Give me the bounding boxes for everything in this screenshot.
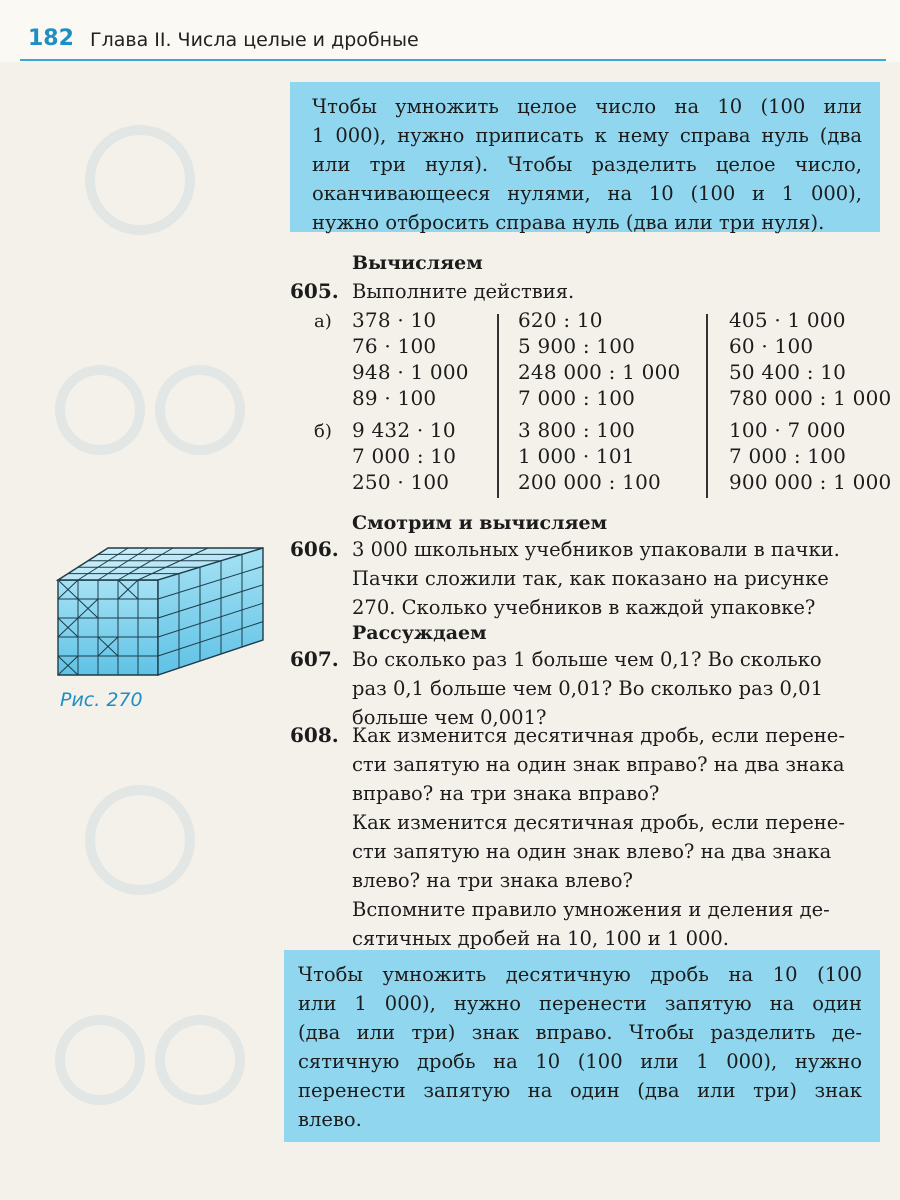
expression: 50 400 : 10	[729, 360, 847, 384]
section-heading-look-compute: Смотрим и вычисляем	[352, 512, 608, 534]
problem-number-608: 608.	[290, 723, 339, 747]
expression: 620 : 10	[518, 308, 603, 332]
expression: 405 · 1 000	[729, 308, 846, 332]
problem-608-text	[352, 721, 845, 953]
rule-box-integers	[290, 82, 880, 232]
expression: 250 · 100	[352, 470, 450, 494]
problem-608-line: сти запятую на один знак влево? на два знака	[352, 840, 832, 863]
problem-607-line: Во сколько раз 1 больше чем 0,1? Во сколько	[352, 648, 822, 671]
problem-608-line: сятичных дробей на 10, 100 и 1 000.	[352, 927, 729, 950]
figure-caption: Рис. 270	[60, 689, 143, 711]
rule-line: (два или три) знак вправо. Чтобы разделить де-	[298, 1021, 862, 1044]
expression: 60 · 100	[729, 334, 814, 358]
problem-605-text	[352, 277, 574, 306]
problem-number-605: 605.	[290, 279, 339, 303]
expression: 248 000 : 1 000	[518, 360, 681, 384]
expression: 7 000 : 100	[518, 386, 636, 410]
rule-line: влево.	[298, 1108, 362, 1131]
problem-607-line: больше чем 0,001?	[352, 706, 547, 729]
problem-608-line: влево? на три знака влево?	[352, 869, 633, 892]
problem-607-text	[352, 645, 823, 732]
rule-line: нужно отбросить справа нуль (два или три нуля).	[312, 211, 825, 234]
expression: 5 900 : 100	[518, 334, 636, 358]
rule-line: Чтобы умножить десятичную дробь на 10 (100	[298, 963, 862, 986]
problem-606-line: Пачки сложили так, как показано на рисунке	[352, 567, 829, 590]
expression: 100 · 7 000	[729, 418, 846, 442]
expression: 76 · 100	[352, 334, 437, 358]
expression: 948 · 1 000	[352, 360, 469, 384]
problem-606-text	[352, 535, 840, 622]
part-label-a: а)	[314, 311, 332, 332]
section-heading-reason: Рассуждаем	[352, 622, 487, 644]
problem-608-line: Вспомните правило умножения и деления де-	[352, 898, 830, 921]
rule-box-decimals	[284, 950, 880, 1142]
problem-608-line: вправо? на три знака вправо?	[352, 782, 660, 805]
rule-line: или три нуля). Чтобы разделить целое число,	[312, 153, 862, 176]
rule-line: оканчивающееся нулями, на 10 (100 и 1 000),	[312, 182, 862, 205]
problem-605-line: Выполните действия.	[352, 280, 575, 303]
expression: 780 000 : 1 000	[729, 386, 892, 410]
problem-608-line: сти запятую на один знак вправо? на два знака	[352, 753, 845, 776]
section-heading-compute: Вычисляем	[352, 252, 483, 274]
header-divider	[20, 59, 886, 61]
problem-number-607: 607.	[290, 647, 339, 671]
rule-line: перенести запятую на один (два или три) знак	[298, 1079, 862, 1102]
part-label-b: б)	[314, 421, 332, 442]
expression: 3 800 : 100	[518, 418, 636, 442]
expression: 1 000 · 101	[518, 444, 635, 468]
expression: 900 000 : 1 000	[729, 470, 892, 494]
problem-608-line: Как изменится десятичная дробь, если перене-	[352, 724, 845, 747]
rule-line: сятичную дробь на 10 (100 или 1 000), нужно	[298, 1050, 862, 1073]
rule-line: Чтобы умножить целое число на 10 (100 или	[312, 95, 862, 118]
expression: 200 000 : 100	[518, 470, 661, 494]
problem-608-line: Как изменится десятичная дробь, если перене-	[352, 811, 845, 834]
problem-606-line: 270. Сколько учебников в каждой упаковке?	[352, 596, 816, 619]
figure-stacked-packs	[48, 540, 278, 690]
rule-line: или 1 000), нужно перенести запятую на один	[298, 992, 862, 1015]
expression: 7 000 : 10	[352, 444, 457, 468]
problem-607-line: раз 0,1 больше чем 0,01? Во сколько раз 0,01	[352, 677, 823, 700]
expression: 378 · 10	[352, 308, 437, 332]
chapter-title: Глава II. Числа целые и дробные	[90, 29, 419, 51]
column-divider	[706, 314, 708, 498]
expression: 7 000 : 100	[729, 444, 847, 468]
problem-number-606: 606.	[290, 537, 339, 561]
expression: 89 · 100	[352, 386, 437, 410]
expression: 9 432 · 10	[352, 418, 456, 442]
column-divider	[497, 314, 499, 498]
problem-606-line: 3 000 школьных учебников упаковали в пачки.	[352, 538, 840, 561]
rule-line: 1 000), нужно приписать к нему справа нуль (два	[312, 124, 862, 147]
page-number: 182	[28, 26, 74, 51]
